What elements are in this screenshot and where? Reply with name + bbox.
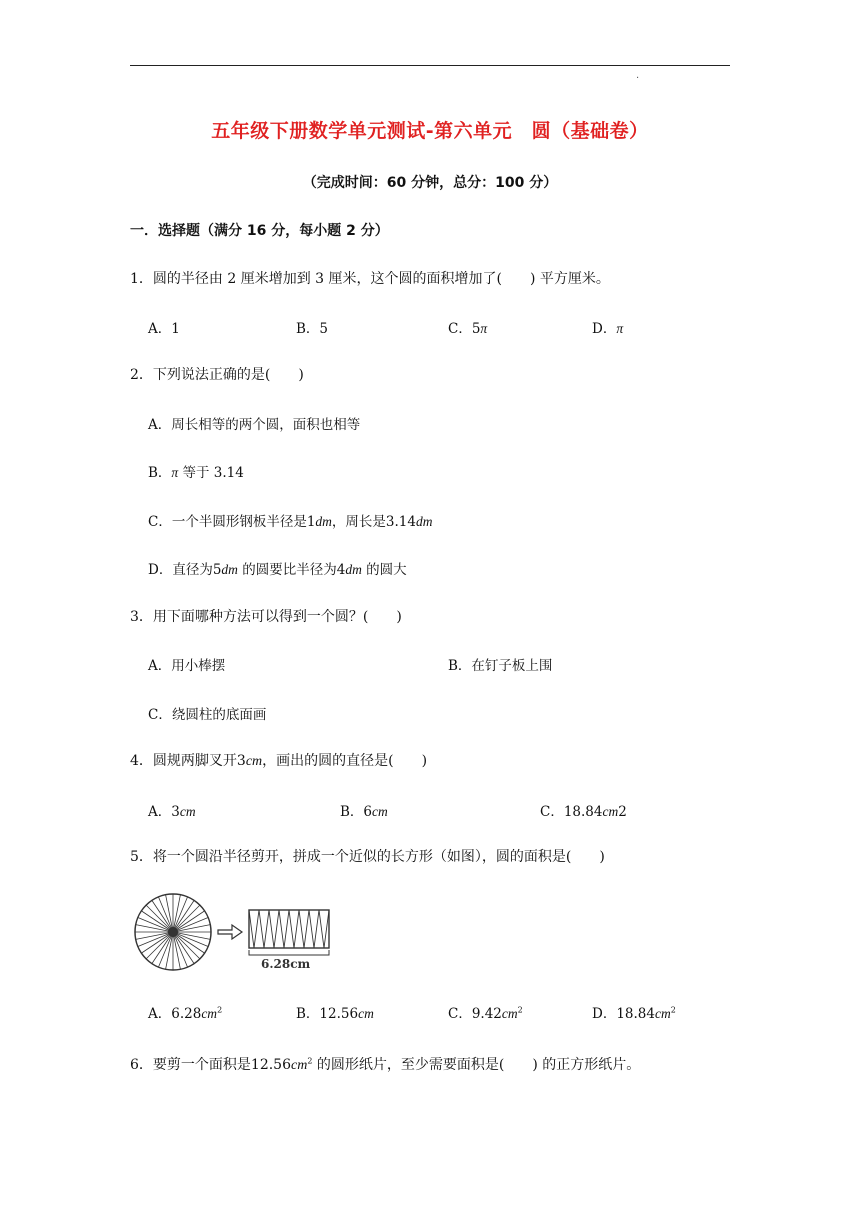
question-1-stem: 1．圆的半径由 2 厘米增加到 3 厘米，这个圆的面积增加了( ) 平方厘米。 [130,271,610,287]
page-subtitle: （完成时间：60 分钟，总分：100 分） [302,175,558,191]
rectangle-zigzag [249,910,329,948]
header-rule [130,65,730,66]
question-6-stem: 6．要剪一个面积是$12.56cm^2$ 的圆形纸片，至少需要面积是( ) 的正方形纸片。 [130,1056,641,1073]
circle-sector-line [146,932,173,959]
circle-center [168,927,178,937]
q5-option-c: C．$9.42cm^2$ [448,1005,523,1022]
circle-sector-line [173,932,200,959]
q3-option-c: C．绕圆柱的底面画 [148,707,267,723]
circle-sector-line [146,905,173,932]
circle-sector-line [173,905,200,932]
q2-option-b: B．π 等于 3.14 [148,465,244,481]
divided-circle [135,894,211,970]
arrow-right-icon [218,925,242,939]
figure-length-label: 6.28cm [261,957,311,971]
q2-option-c: C．一个半圆形钢板半径是1dm，周长是3.14dm [148,514,433,530]
approximate-rectangle [249,910,329,948]
q2-option-a: A．周长相等的两个圆，面积也相等 [148,417,361,433]
q5-option-b: B．12.56cm [296,1006,374,1022]
dimension-bracket [249,950,329,955]
header-dot: . [636,70,640,81]
q4-option-a: A．3cm [148,804,196,820]
question-3-stem: 3．用下面哪种方法可以得到一个圆？( ) [130,609,402,625]
question-5-stem: 5．将一个圆沿半径剪开，拼成一个近似的长方形（如图），圆的面积是( ) [130,849,605,865]
q1-option-b: B．5 [296,321,329,337]
figure-svg [130,888,340,978]
q5-option-d: D．$18.84cm^2$ [592,1005,676,1022]
question-4-stem: 4．圆规两脚叉开3cm，画出的圆的直径是( ) [130,753,428,769]
q1-option-c: C．5π [448,321,488,337]
q4-option-b: B．6cm [340,804,388,820]
q1-option-d: D．π [592,321,624,337]
page-title: 五年级下册数学单元测试-第六单元 圆（基础卷） [211,120,649,142]
q1-option-a: A．1 [148,321,180,337]
circle-to-rectangle-figure [130,888,340,982]
q4-option-c: C．18.84cm2 [540,804,627,820]
q5-option-a: A．$6.28cm^2$ [148,1005,223,1022]
q3-option-a: A．用小棒摆 [148,658,226,674]
q2-option-d: D．直径为5dm 的圆要比半径为4dm 的圆大 [148,562,407,578]
section-heading: 一．选择题（满分 16 分，每小题 2 分） [130,223,389,239]
question-2-stem: 2．下列说法正确的是( ) [130,367,304,383]
q3-option-b: B．在钉子板上围 [448,658,553,674]
